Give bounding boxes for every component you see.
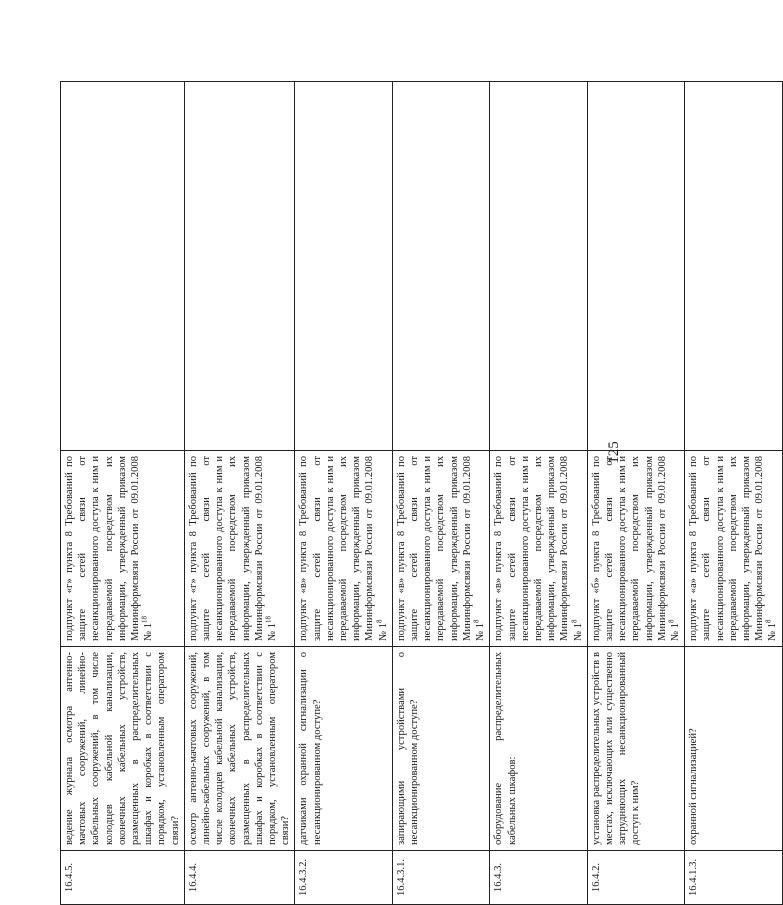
- footnote-ref: 8: [375, 619, 384, 623]
- basis-text: подпункт «в» пункта 8 Требований по защите сетей связи от несанкционированного доступа к ним и передаваемой посредством их информации, утвержденный приказом Мининформсвязи России от 09.01.2008 № 1: [493, 456, 584, 641]
- item-number: 16.4.2.: [587, 851, 684, 905]
- question-cell: ведение журнала осмотра антенно-мачтовых сооружений, линейно-кабельных сооружений, в том числе колодцев кабельной канализации, оконечных кабельных устройств, размещенных в распределительных шкафах и коробках в соответствии с порядком, установленным оператором связи?: [61, 647, 185, 851]
- basis-text: подпункт «а» пункта 8 Требований по защите сетей связи от несанкционированного доступа к ним и передаваемой посредством их информации, утвержденный приказом Мининформсвязи России от 09.01.2008 № 1: [688, 456, 779, 641]
- table-row: [490, 82, 587, 905]
- empty-cell: [392, 82, 489, 451]
- page-number: 125: [606, 441, 622, 464]
- footnote-ref: 8: [667, 619, 676, 623]
- basis-text: подпункт «б» пункта 8 Требований по защите сетей связи от несанкционированного доступа к ним и передаваемой посредством их информации, утвержденный приказом Мининформсвязи России от 09.01.2008 № 1: [590, 456, 681, 641]
- empty-cell: [61, 82, 185, 451]
- item-number: 16.4.4.: [184, 851, 295, 905]
- footnote-ref: 8: [764, 619, 773, 623]
- empty-cell: [490, 82, 587, 451]
- table-row: [587, 82, 684, 905]
- basis-cell: [295, 451, 392, 647]
- empty-cell: [184, 82, 295, 451]
- item-number: 16.4.1.3.: [685, 851, 782, 905]
- table-row: [184, 82, 295, 905]
- question-cell: датчиками охранной сигнализации о несанкционированном доступе?: [295, 647, 392, 851]
- question-cell: запирающими устройствами о несанкционированном доступе?: [392, 647, 489, 851]
- empty-cell: [295, 82, 392, 451]
- table-row: [685, 82, 782, 905]
- empty-cell: [685, 82, 782, 451]
- footnote-ref: 18: [264, 615, 273, 623]
- item-number: 16.4.3.2.: [295, 851, 392, 905]
- item-number: 16.4.5.: [61, 851, 185, 905]
- footnote-ref: 18: [140, 615, 149, 623]
- footnote-ref: 8: [569, 619, 578, 623]
- empty-cell: [587, 82, 684, 451]
- basis-cell: [587, 451, 684, 647]
- table-row: [392, 82, 489, 905]
- basis-text: подпункт «в» пункта 8 Требований по защите сетей связи от несанкционированного доступа к ним и передаваемой посредством их информации, утвержденный приказом Мининформсвязи России от 09.01.2008 № 1: [395, 456, 487, 641]
- item-number: 16.4.3.1.: [392, 851, 489, 905]
- item-number: 16.4.3.: [490, 851, 587, 905]
- question-cell: охранной сигнализацией?: [685, 647, 782, 851]
- basis-cell: [490, 451, 587, 647]
- question-cell: осмотр антенно-мачтовых сооружений, линейно-кабельных сооружений, в том числе колодцев кабельной канализации, оконечных кабельных устройств, размещенных в распределительных шкафах и коробках в соответствии с порядком, установленным оператором связи?: [184, 647, 295, 851]
- footnote-ref: 8: [472, 619, 481, 623]
- basis-text: подпункт «г» пункта 8 Требований по защите сетей связи от несанкционированного доступа к ним и передаваемой посредством их информации, утвержденный приказом Мининформсвязи России от 09.01.2008 № 1: [64, 456, 155, 641]
- basis-cell: [685, 451, 782, 647]
- requirements-table: [60, 81, 783, 905]
- basis-text: подпункт «г» пункта 8 Требований по защите сетей связи от несанкционированного доступа к ним и передаваемой посредством их информации, утвержденный приказом Мининформсвязи России от 09.01.2008 № 1: [187, 456, 279, 641]
- basis-cell: [61, 451, 185, 647]
- basis-text: подпункт «в» пункта 8 Требований по защите сетей связи от несанкционированного доступа к ним и передаваемой посредством их информации, утвержденный приказом Мининформсвязи России от 09.01.2008 № 1: [298, 456, 389, 641]
- basis-cell: [392, 451, 489, 647]
- question-cell: установка распределительных устройств в местах, исключающих или существенно затрудняющих несанкционированный доступ к ним?: [587, 647, 684, 851]
- basis-cell: [184, 451, 295, 647]
- question-cell: оборудование распределительных кабельных шкафов:: [490, 647, 587, 851]
- table-row: [295, 82, 392, 905]
- table-row: [61, 82, 185, 905]
